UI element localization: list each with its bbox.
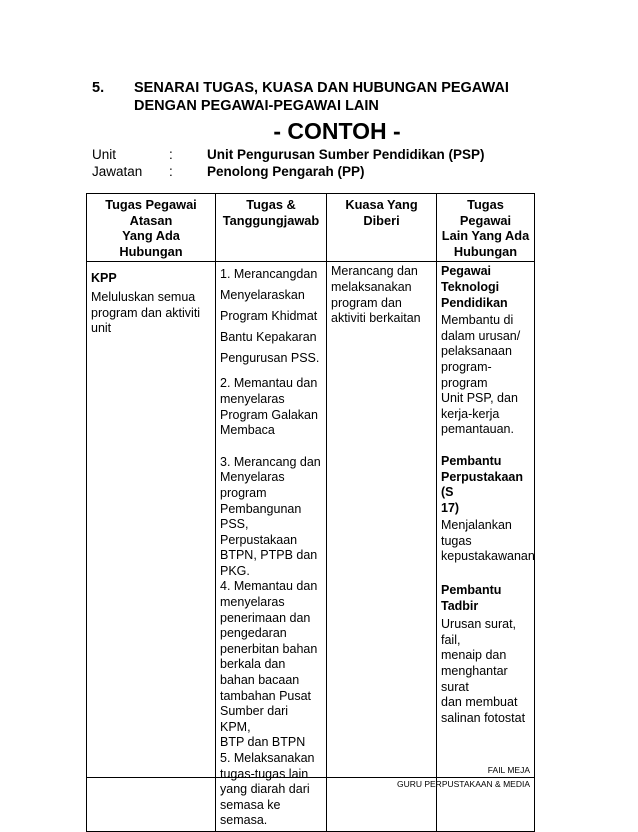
- header-col1-line: Tugas Pegawai: [105, 197, 197, 212]
- tugas-line: berkala dan: [220, 657, 286, 672]
- tugas-line: BTP dan BTPN: [220, 735, 306, 750]
- tugas-line: PSS,: [220, 517, 249, 532]
- tugas-line: tambahan Pusat: [220, 688, 312, 703]
- tugas-line: Sumber dari KPM,: [220, 704, 289, 734]
- tugas-line: penerimaan dan: [220, 610, 311, 625]
- unit-value: Unit Pengurusan Sumber Pendidikan (PSP): [207, 147, 485, 162]
- group-title: Pembantu: [441, 453, 502, 468]
- header-col1-line: Atasan: [129, 212, 173, 228]
- header-col1: [87, 194, 216, 262]
- group-pegawai-teknologi: [441, 264, 530, 438]
- header-col4-line: Hubungan: [453, 243, 518, 259]
- tugas-line: 4. Memantau dan: [220, 579, 318, 594]
- tugas-item-1: [220, 264, 322, 368]
- group-line: Menjalankan: [441, 518, 512, 533]
- footer-line2: GURU PERPUSTAKAAN & MEDIA: [396, 779, 530, 789]
- tugas-line: 3. Merancang dan: [220, 454, 321, 469]
- tugas-item-4: [220, 579, 322, 751]
- jawatan-colon: :: [169, 164, 173, 179]
- tugas-line: semasa ke: [220, 797, 281, 812]
- spacer: [441, 438, 530, 454]
- spacer: [220, 439, 322, 455]
- tugas-line: menyelaras: [220, 391, 285, 406]
- header-col2-line: Tugas &: [246, 197, 296, 212]
- kpp-line: Meluluskan semua: [91, 289, 196, 304]
- tugas-line: menyelaras: [220, 595, 285, 610]
- tugas-line: Menyelaras: [220, 470, 285, 485]
- tugas-item-2: [220, 376, 322, 438]
- footer-line1: FAIL MEJA: [487, 765, 530, 775]
- tugas-item-3: [220, 455, 322, 580]
- kpp-title: KPP: [91, 271, 117, 286]
- tugas-line: semasa.: [220, 813, 268, 828]
- group-line: dan membuat: [441, 695, 518, 710]
- kuasa-line: program dan: [331, 295, 402, 310]
- group-line: menaip dan: [441, 648, 507, 663]
- header-col2-line: Tanggungjawab: [222, 212, 320, 228]
- group-pembantu-tadbir: [441, 583, 530, 726]
- section-title-line2: DENGAN PEGAWAI-PEGAWAI LAIN: [134, 98, 379, 114]
- group-title: 17): [441, 500, 460, 515]
- tugas-line: Program Khidmat: [220, 308, 318, 323]
- group-line: menghantar surat: [441, 664, 508, 694]
- tugas-line: bahan bacaan: [220, 673, 300, 688]
- spacer: [220, 368, 322, 376]
- group-line: tugas: [441, 533, 472, 548]
- kpp-line: unit: [91, 321, 112, 336]
- tugas-line: Program Galakan: [220, 407, 318, 422]
- header-col2: [216, 194, 327, 262]
- tugas-line: Menyelaraskan: [220, 288, 305, 303]
- tugas-line: Bantu Kepakaran: [220, 329, 317, 344]
- group-title: Pegawai: [441, 264, 492, 279]
- group-pembantu-perpustakaan: [441, 453, 535, 565]
- tugas-line: penerbitan bahan: [220, 641, 318, 656]
- tugas-line: yang diarah dari: [220, 782, 310, 797]
- tugas-line: Pembangunan: [220, 501, 302, 516]
- group-line: kerja-kerja: [441, 406, 500, 421]
- header-col1-line: Hubungan: [119, 243, 183, 259]
- section-number: 5.: [92, 80, 105, 96]
- spacer: [441, 565, 530, 583]
- group-title: Pendidikan: [441, 295, 508, 310]
- group-title: Teknologi: [441, 279, 500, 294]
- header-col1-line: Yang Ada: [122, 228, 180, 244]
- group-line: Unit PSP, dan: [441, 391, 518, 406]
- tugas-line: BTPN, PTPB dan: [220, 548, 318, 563]
- group-title: Perpustakaan (S: [441, 469, 523, 500]
- header-col4-line: Tugas Pegawai: [459, 197, 512, 228]
- cell-pegawai-atasan: [87, 262, 216, 832]
- footer-rule: [86, 777, 534, 778]
- tugas-item-5: [220, 751, 322, 829]
- kuasa-line: Merancang dan: [331, 264, 418, 279]
- contoh-heading: - CONTOH -: [273, 118, 401, 144]
- unit-label: Unit: [92, 147, 117, 162]
- group-line: salinan fotostat: [441, 710, 526, 725]
- kuasa-line: aktiviti berkaitan: [331, 311, 421, 326]
- tugas-line: pengedaran: [220, 626, 287, 641]
- section-title-line1: SENARAI TUGAS, KUASA DAN HUBUNGAN PEGAWAI: [134, 80, 509, 96]
- tugas-line: Membaca: [220, 423, 275, 438]
- section-title: [134, 79, 509, 115]
- tugas-line: tugas-tugas lain: [220, 766, 309, 781]
- cell-kuasa: [327, 262, 437, 832]
- kuasa-line: melaksanakan: [331, 279, 412, 294]
- group-line: kepustakawanan: [441, 549, 535, 564]
- tugas-line: 5. Melaksanakan: [220, 751, 315, 766]
- header-col4: [437, 194, 535, 262]
- tugas-line: 2. Memantau dan: [220, 376, 318, 391]
- cell-tugas: [216, 262, 327, 832]
- table-header-row: [87, 194, 535, 262]
- duties-table: [86, 193, 535, 832]
- tugas-line: Pengurusan PSS.: [220, 350, 320, 365]
- header-col4-line: Lain Yang Ada: [441, 228, 530, 244]
- header-col3: [327, 194, 437, 262]
- jawatan-label: Jawatan: [92, 164, 143, 179]
- tugas-line: Perpustakaan: [220, 532, 298, 547]
- group-title: Pembantu Tadbir: [441, 583, 502, 613]
- header-col3-line: Kuasa Yang: [345, 197, 418, 212]
- tugas-line: PKG.: [220, 563, 250, 578]
- tugas-line: program: [220, 485, 267, 500]
- group-line: pemantauan.: [441, 422, 514, 437]
- unit-colon: :: [169, 147, 173, 162]
- jawatan-value: Penolong Pengarah (PP): [207, 164, 365, 179]
- group-line: Urusan surat, fail,: [441, 617, 517, 647]
- group-line: program-program: [441, 359, 492, 390]
- group-line: dalam urusan/: [441, 328, 521, 343]
- cell-pegawai-lain: [437, 262, 535, 832]
- header-col3-line: Diberi: [363, 212, 400, 228]
- kpp-line: program dan aktiviti: [91, 305, 201, 320]
- group-line: Membantu di: [441, 313, 514, 328]
- table-row: [87, 262, 535, 832]
- group-line: pelaksanaan: [441, 344, 512, 359]
- tugas-line: 1. Merancangdan: [220, 267, 318, 282]
